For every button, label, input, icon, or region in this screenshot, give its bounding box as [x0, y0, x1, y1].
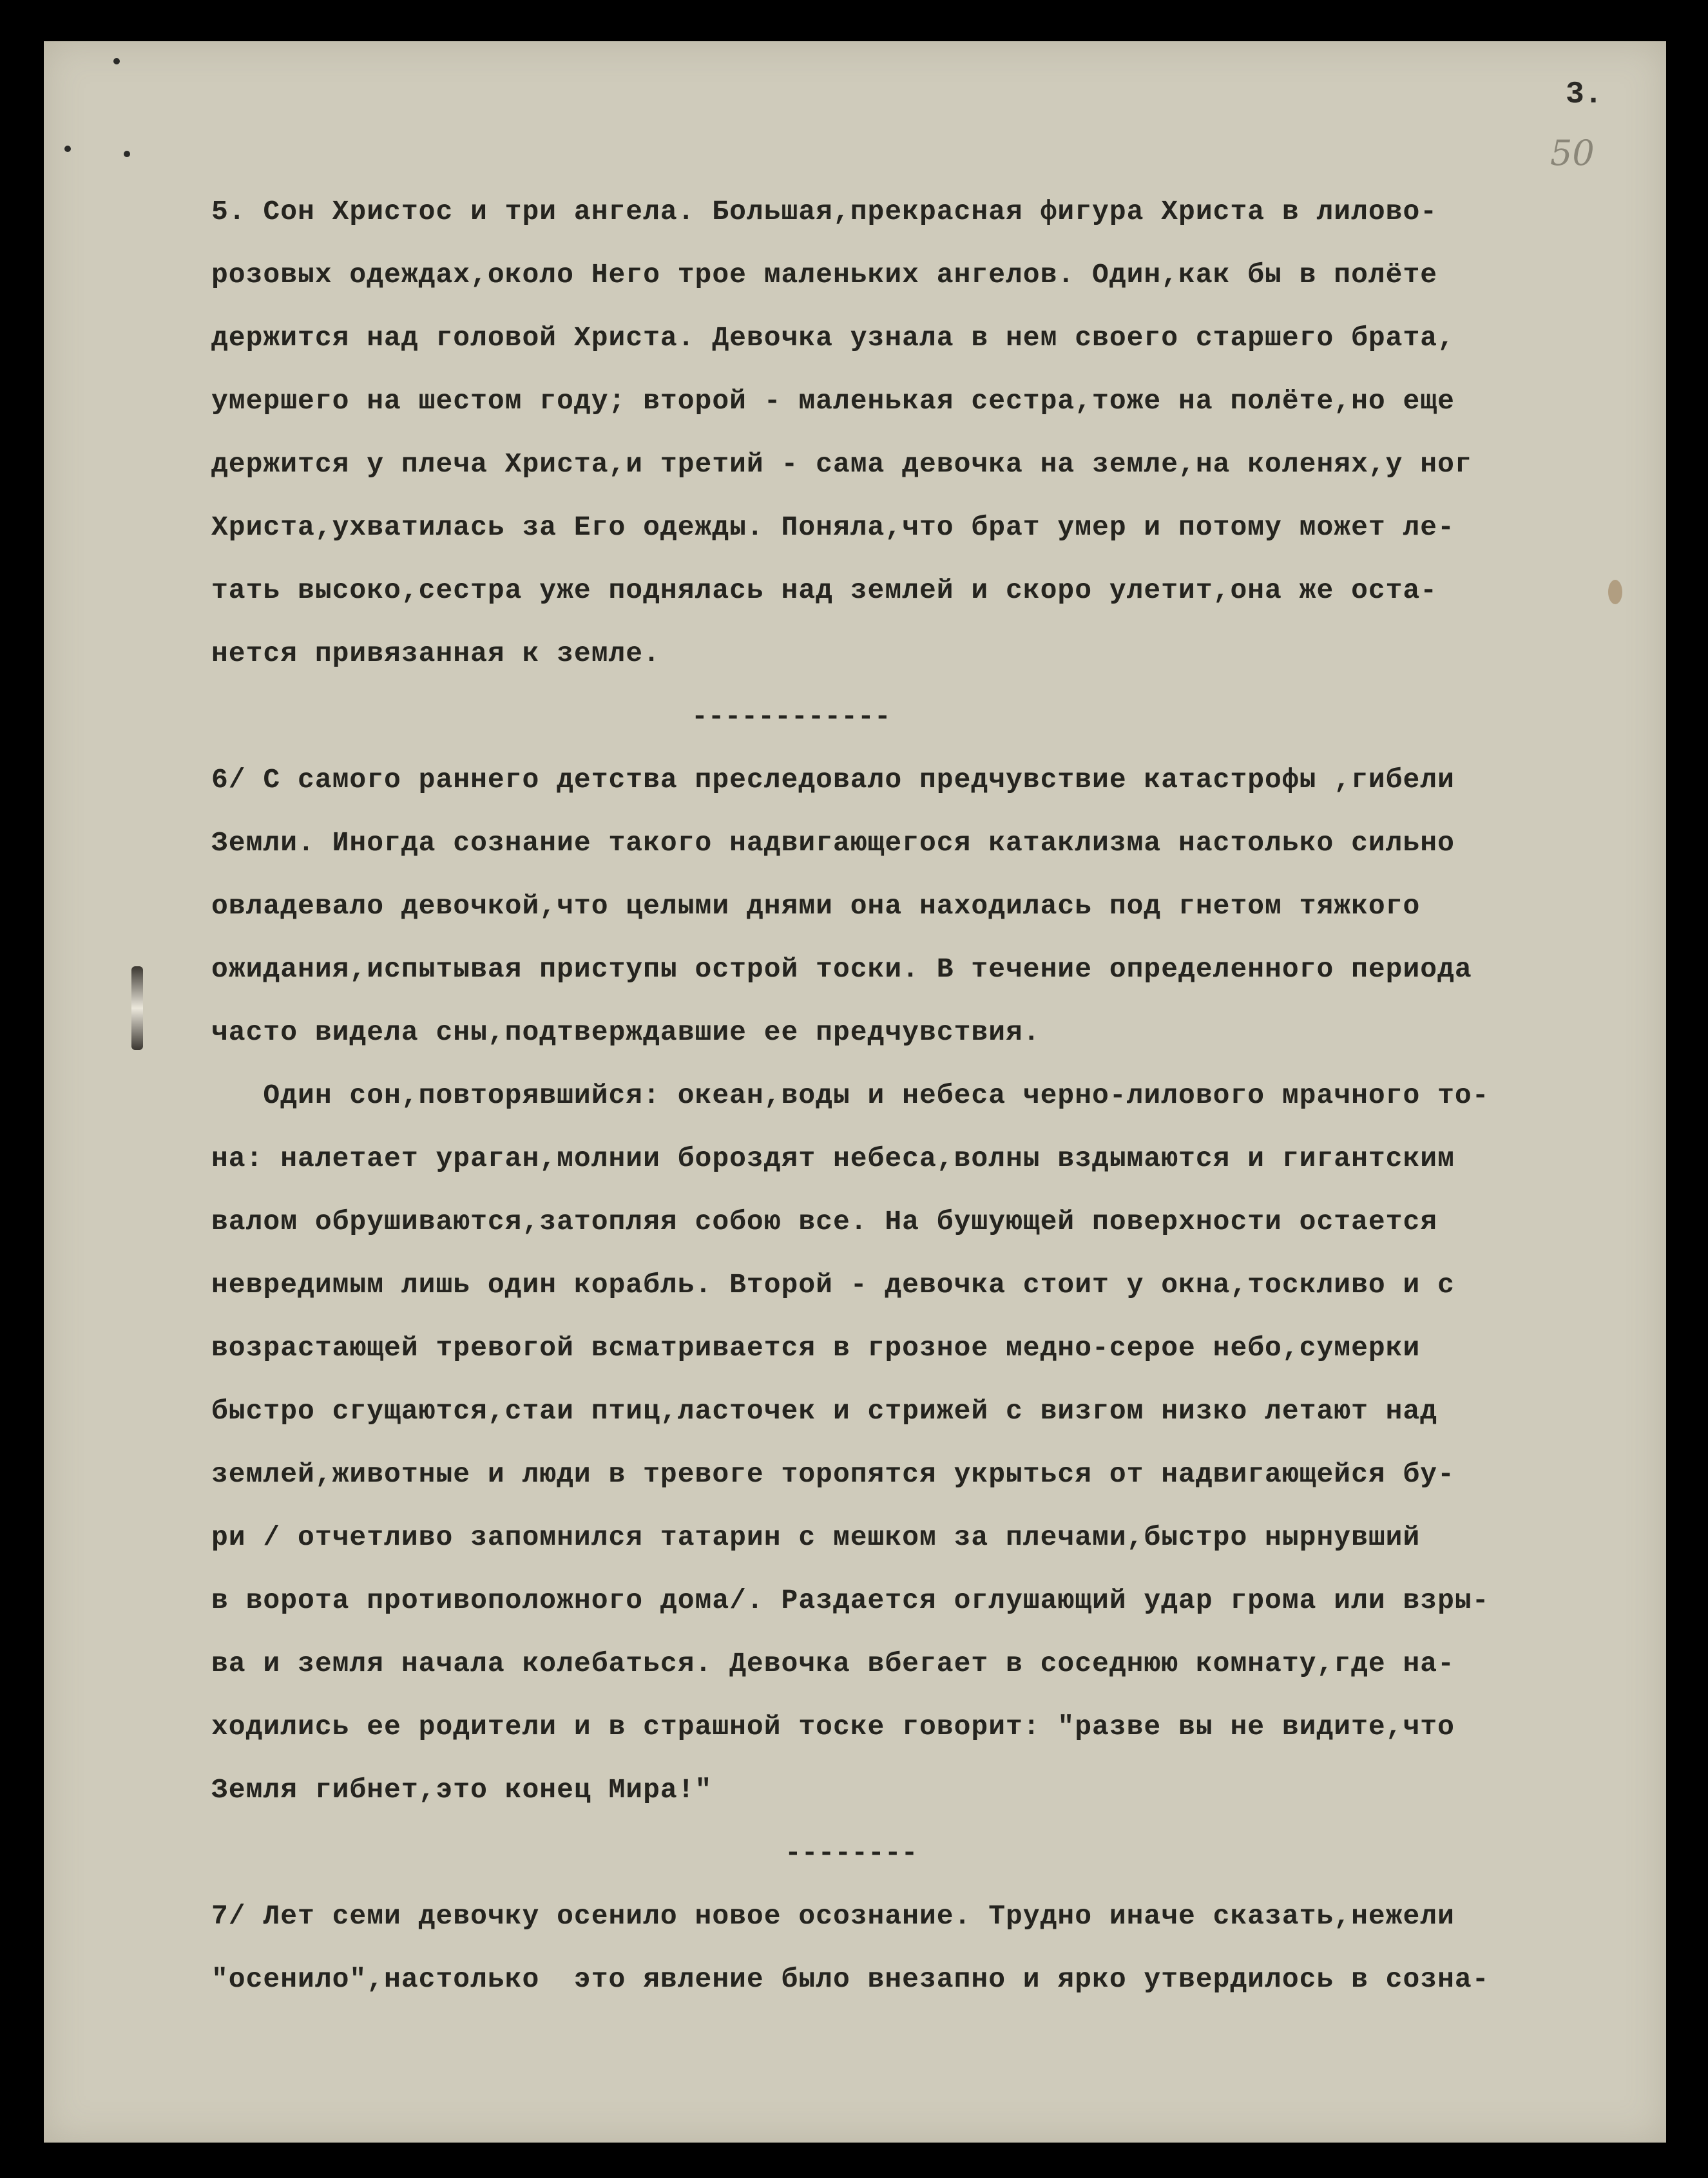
text-line: быстро сгущаются,стаи птиц,ласточек и стрижей с визгом низко летают над: [211, 1395, 1438, 1427]
paragraph-new-awareness: [211, 1885, 1603, 2011]
section-separator: ------------: [691, 701, 891, 732]
text-line: держится над головой Христа. Девочка узнала в нем своего старшего брата,: [211, 322, 1455, 354]
text-line: розовых одеждах,около Него трое маленьких ангелов. Один,как бы в полёте: [211, 259, 1438, 291]
text-line: 7/ Лет семи девочку осенило новое осознание. Трудно иначе сказать,нежели: [211, 1900, 1455, 1932]
text-line: держится у плеча Христа,и третий - сама девочка на земле,на коленях,у ног: [211, 448, 1472, 480]
text-line: ри / отчетливо запомнился татарин с мешком за плечами,быстро нырнувший: [211, 1522, 1421, 1553]
text-line: Земля гибнет,это конец Мира!": [211, 1774, 713, 1806]
paragraph-catastrophe-premonition: [211, 749, 1603, 1064]
text-line: ожидания,испытывая приступы острой тоски. В течение определенного периода: [211, 953, 1472, 985]
text-line: невредимым лишь один корабль. Второй - девочка стоит у окна,тоскливо и с: [211, 1269, 1455, 1301]
text-line: ходились ее родители и в страшной тоске говорит: "разве вы не видите,что: [211, 1711, 1455, 1743]
text-line: возрастающей тревогой всматривается в грозное медно-серое небо,сумерки: [211, 1332, 1421, 1364]
text-line: на: налетает ураган,молнии бороздят небеса,волны вздымаются и гигантским: [211, 1143, 1455, 1174]
page-number: 3.: [1566, 77, 1603, 112]
text-line: в ворота противоположного дома/. Раздается оглушающий удар грома или взры-: [211, 1585, 1490, 1616]
text-line: нется привязанная к земле.: [211, 638, 660, 669]
paragraph-recurring-dream: [211, 1064, 1603, 1822]
text-line: умершего на шестом году; второй - маленькая сестра,тоже на полёте,но еще: [211, 385, 1455, 417]
text-line: Земли. Иногда сознание такого надвигающегося катаклизма настолько сильно: [211, 827, 1455, 859]
paper-stain: [1608, 580, 1622, 604]
text-line: валом обрушиваются,затопляя собою все. На бушующей поверхности остается: [211, 1206, 1438, 1237]
punch-hole-mark: [124, 151, 130, 157]
punch-hole-mark: [113, 58, 120, 64]
text-line: Христа,ухватилась за Его одежды. Поняла,что брат умер и потому может ле-: [211, 511, 1455, 543]
paragraph-dream-christ-angels: [211, 180, 1603, 685]
typed-text-body: [211, 180, 1603, 2011]
archive-stamp-number: 50: [1550, 133, 1595, 173]
section-separator: --------: [785, 1837, 918, 1869]
margin-tear-mark: [131, 966, 143, 1050]
text-line: 5. Сон Христос и три ангела. Большая,прекрасная фигура Христа в лилово-: [211, 196, 1438, 227]
text-line: 6/ С самого раннего детства преследовало предчувствие катастрофы ,гибели: [211, 764, 1455, 796]
text-line: "осенило",настолько это явление было внезапно и ярко утвердилось в созна-: [211, 1963, 1490, 1995]
punch-hole-mark: [64, 146, 71, 152]
text-line: Один сон,повторявшийся: океан,воды и небеса черно-лилового мрачного то-: [211, 1080, 1490, 1111]
text-line: землей,животные и люди в тревоге торопятся укрыться от надвигающейся бу-: [211, 1458, 1455, 1490]
text-line: тать высоко,сестра уже поднялась над землей и скоро улетит,она же оста-: [211, 575, 1438, 606]
text-line: ва и земля начала колебаться. Девочка вбегает в соседнюю комнату,где на-: [211, 1648, 1455, 1679]
text-line: овладевало девочкой,что целыми днями она находилась под гнетом тяжкого: [211, 890, 1421, 922]
text-line: часто видела сны,подтверждавшие ее предчувствия.: [211, 1017, 1041, 1048]
